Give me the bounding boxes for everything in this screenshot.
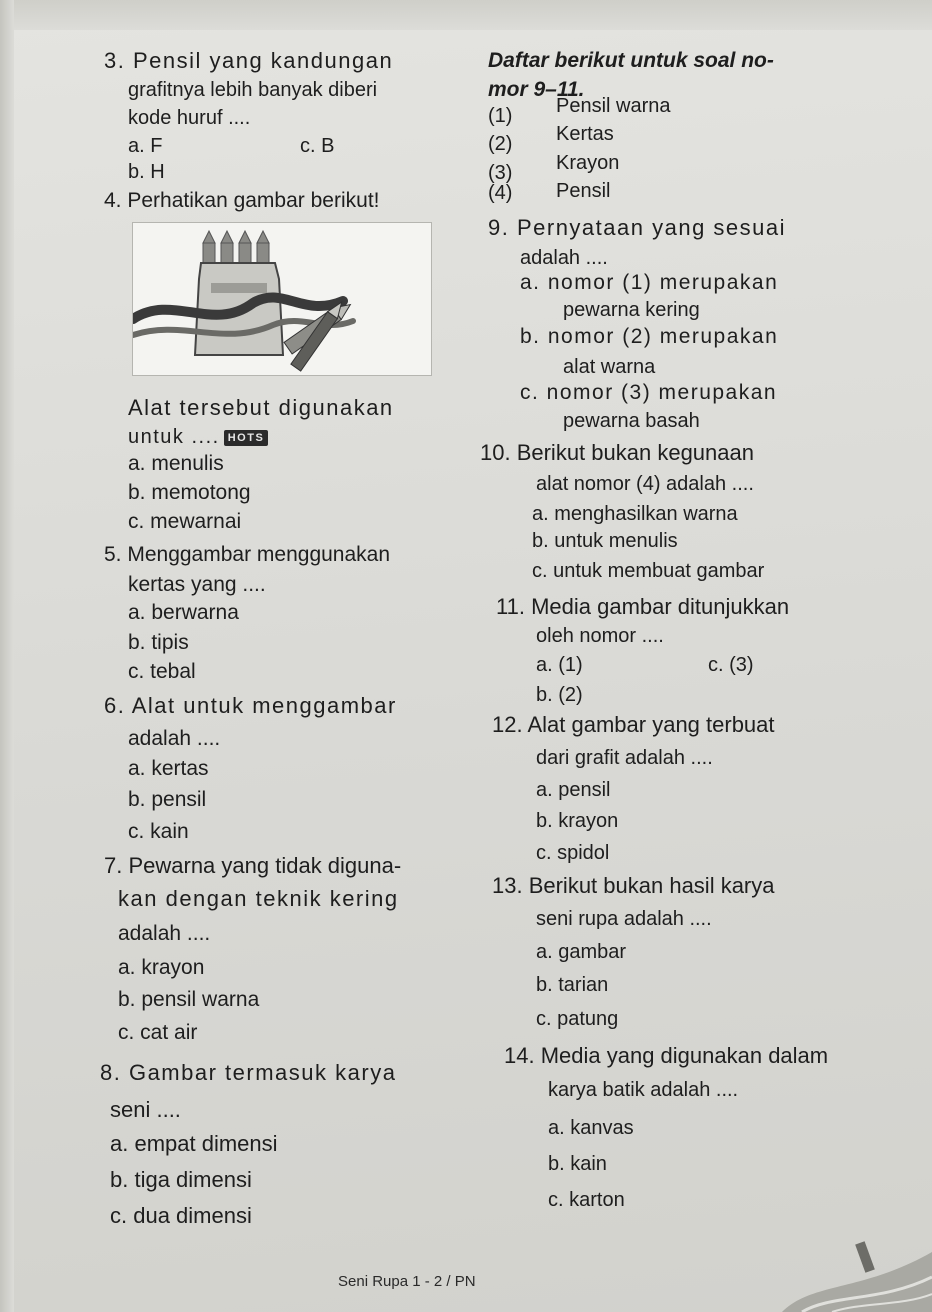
option-b[interactable]: b. krayon [536, 810, 619, 832]
option-c[interactable]: c. dua dimensi [110, 1203, 252, 1228]
option-a[interactable]: a. gambar [536, 941, 627, 963]
option-b[interactable]: b. untuk menulis [532, 530, 678, 552]
option-a[interactable]: a. kertas [128, 757, 209, 780]
option-a[interactable]: a. krayon [118, 956, 205, 979]
option-c[interactable]: c. cat air [118, 1021, 198, 1044]
question-4-text: Alat tersebut digunakan [128, 395, 394, 420]
option-a[interactable]: a. berwarna [128, 601, 239, 624]
option-c[interactable]: c. untuk membuat gambar [532, 560, 765, 582]
option-c[interactable]: c. spidol [536, 842, 610, 864]
option-a[interactable]: a. F [128, 135, 163, 157]
question-13-text: seni rupa adalah .... [536, 908, 712, 930]
page-footer: Seni Rupa 1 - 2 / PN [338, 1273, 476, 1290]
question-10-text: alat nomor (4) adalah .... [536, 473, 754, 495]
option-a[interactable]: a. empat dimensi [110, 1131, 278, 1156]
option-a[interactable]: a. menghasilkan warna [532, 503, 738, 525]
question-7-text: adalah .... [118, 922, 211, 945]
question-3-text: 3. Pensil yang kandungan [104, 48, 394, 73]
question-7-text: 7. Pewarna yang tidak diguna- [104, 853, 402, 878]
option-b[interactable]: b. kain [548, 1153, 607, 1175]
option-c[interactable]: c. patung [536, 1008, 619, 1030]
option-a[interactable]: a. nomor (1) merupakan [520, 271, 779, 294]
option-c[interactable]: c. (3) [708, 654, 754, 676]
question-11-text: 11. Media gambar ditunjukkan [496, 594, 790, 619]
question-12-text: 12. Alat gambar yang terbuat [492, 712, 775, 737]
list-item-label: Pensil [556, 180, 611, 202]
page-top-edge [0, 0, 932, 30]
option-c[interactable]: c. nomor (3) merupakan [520, 381, 778, 404]
option-b-cont: alat warna [563, 356, 656, 378]
question-14-text: karya batik adalah .... [548, 1079, 739, 1101]
option-c[interactable]: c. tebal [128, 660, 196, 683]
question-5-text: kertas yang .... [128, 573, 266, 596]
list-item-label: Krayon [556, 152, 620, 174]
option-b[interactable]: b. nomor (2) merupakan [520, 325, 779, 348]
question-3-text: kode huruf .... [128, 107, 251, 129]
list-intro: mor 9–11. [488, 78, 585, 101]
option-c[interactable]: c. B [300, 135, 335, 157]
question-8-text: seni .... [110, 1097, 181, 1122]
question-10-text: 10. Berikut bukan kegunaan [480, 440, 754, 465]
option-b[interactable]: b. tipis [128, 631, 189, 654]
question-14-text: 14. Media yang digunakan dalam [504, 1043, 829, 1068]
crayon-box-icon [133, 223, 431, 375]
list-intro: Daftar berikut untuk soal no- [488, 49, 774, 72]
list-item-number: (4) [488, 182, 513, 204]
option-a[interactable]: a. menulis [128, 452, 224, 475]
corner-decoration-icon [772, 1222, 932, 1312]
list-item-number: (1) [488, 105, 513, 127]
option-b[interactable]: b. tiga dimensi [110, 1167, 252, 1192]
question-4-text [128, 424, 268, 450]
question-12-text: dari grafit adalah .... [536, 747, 713, 769]
question-8-text: 8. Gambar termasuk karya [100, 1060, 397, 1085]
option-a-cont: pewarna kering [563, 299, 700, 321]
option-a[interactable]: a. kanvas [548, 1117, 634, 1139]
list-item-number: (2) [488, 133, 513, 155]
option-c[interactable]: c. mewarnai [128, 510, 242, 533]
option-c-cont: pewarna basah [563, 410, 700, 432]
list-item-label: Pensil warna [556, 95, 671, 117]
list-item-label: Kertas [556, 123, 614, 145]
option-b[interactable]: b. memotong [128, 481, 251, 504]
page-left-edge [0, 0, 14, 1312]
question-6-text: adalah .... [128, 727, 221, 750]
list-item-number: (3) [488, 162, 513, 184]
question-7-text: kan dengan teknik kering [118, 886, 399, 911]
question-3-text: grafitnya lebih banyak diberi [128, 79, 378, 101]
crayon-box-picture [132, 222, 432, 376]
question-13-text: 13. Berikut bukan hasil karya [492, 873, 775, 898]
question-4-blank: untuk .... [128, 426, 220, 448]
question-6-text: 6. Alat untuk menggambar [104, 693, 397, 718]
option-b[interactable]: b. pensil [128, 788, 207, 811]
option-b[interactable]: b. H [128, 161, 165, 183]
option-b[interactable]: b. (2) [536, 684, 583, 706]
option-c[interactable]: c. karton [548, 1189, 625, 1211]
option-c[interactable]: c. kain [128, 820, 189, 843]
question-4-text: 4. Perhatikan gambar berikut! [104, 189, 380, 212]
question-9-text: adalah .... [520, 247, 608, 269]
option-a[interactable]: a. pensil [536, 779, 611, 801]
option-b[interactable]: b. tarian [536, 974, 609, 996]
hots-badge: HOTS [224, 430, 269, 446]
question-5-text: 5. Menggambar menggunakan [104, 543, 391, 566]
question-11-text: oleh nomor .... [536, 625, 664, 647]
question-9-text: 9. Pernyataan yang sesuai [488, 215, 787, 240]
option-a[interactable]: a. (1) [536, 654, 583, 676]
option-b[interactable]: b. pensil warna [118, 988, 260, 1011]
